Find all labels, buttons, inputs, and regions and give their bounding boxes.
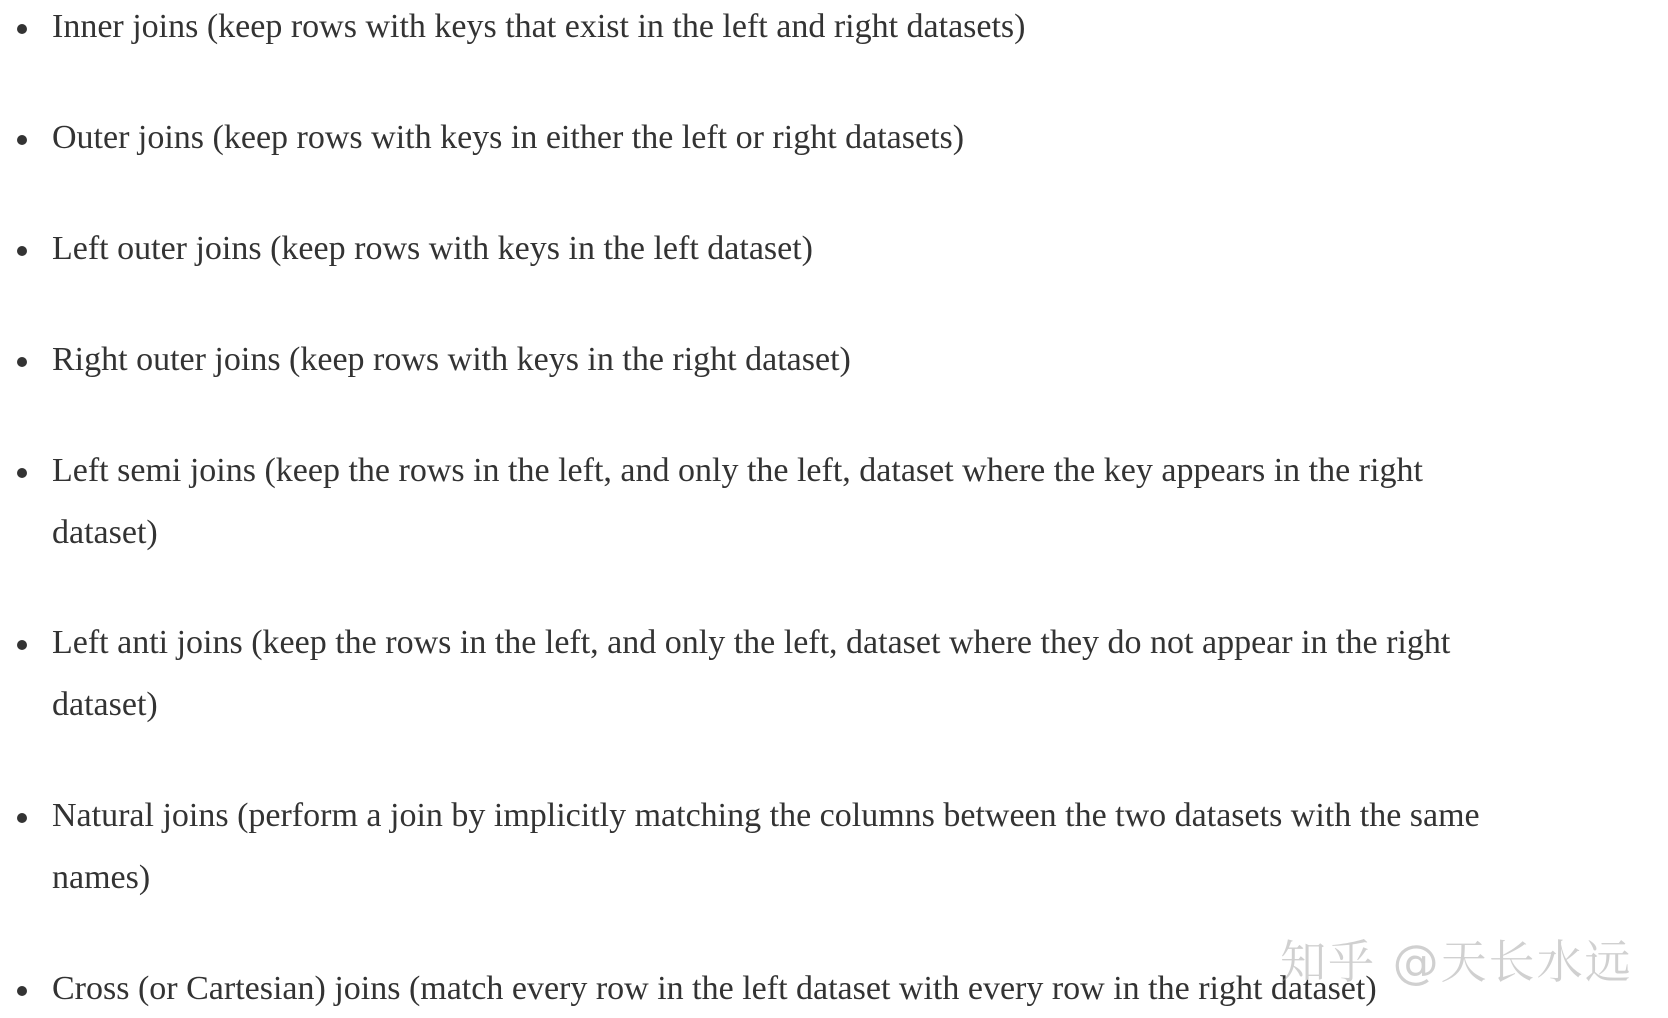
bullet-icon (17, 468, 27, 478)
list-item-text: Natural joins (perform a join by implicitly matching the columns between the two datasets with the same names) (52, 797, 1480, 896)
bullet-icon (17, 813, 27, 823)
list-item-text: Left anti joins (keep the rows in the left, and only the left, dataset where they do not appear in the right dataset) (52, 624, 1451, 723)
list-item-text: Cross (or Cartesian) joins (match every row in the left dataset with every row in the right dataset) (52, 970, 1377, 1007)
list-item-text: Inner joins (keep rows with keys that exist in the left and right datasets) (52, 8, 1026, 45)
bullet-icon (17, 986, 27, 996)
bullet-icon (17, 246, 27, 256)
bullet-icon (17, 135, 27, 145)
bullet-icon (17, 357, 27, 367)
bullet-icon (17, 24, 27, 34)
list-item-text: Left outer joins (keep rows with keys in the left dataset) (52, 230, 813, 267)
list-item-text: Outer joins (keep rows with keys in either the left or right datasets) (52, 119, 965, 156)
list-item-text: Left semi joins (keep the rows in the left, and only the left, dataset where the key appears in the right dataset) (52, 452, 1423, 551)
bullet-icon (17, 640, 27, 650)
watermark: 知乎 @天长水远 (1280, 935, 1633, 989)
list-item-text: Right outer joins (keep rows with keys in the right dataset) (52, 341, 851, 378)
